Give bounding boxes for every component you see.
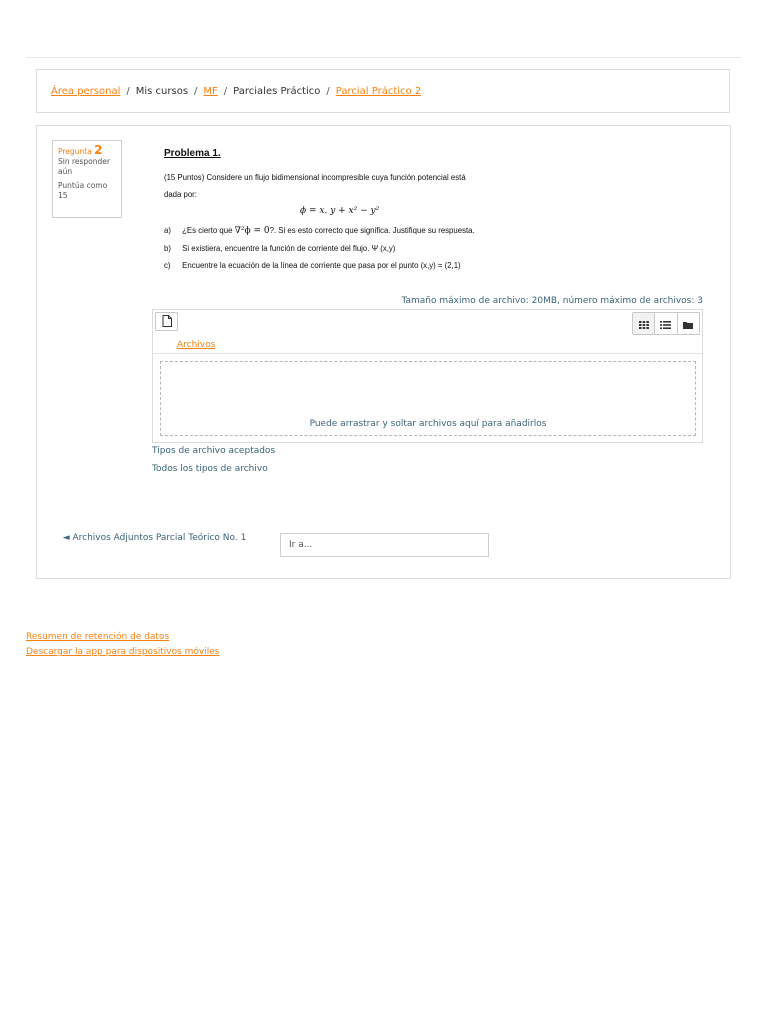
breadcrumb-my-courses: Mis cursos xyxy=(135,85,189,97)
mobile-app-link[interactable]: Descargar la app para dispositivos móviles xyxy=(26,647,220,657)
file-add-icon xyxy=(162,312,172,331)
previous-activity-link[interactable]: ◄ Archivos Adjuntos Parcial Teórico No. 1 xyxy=(62,533,247,543)
grid-view-button[interactable] xyxy=(633,313,655,334)
data-retention-link[interactable]: Resumen de retención de datos xyxy=(26,632,170,642)
problem-title: Problema 1. xyxy=(164,148,221,159)
breadcrumb-separator: / xyxy=(326,85,330,97)
breadcrumb-home-link[interactable]: Área personal xyxy=(51,85,121,97)
breadcrumb-separator: / xyxy=(194,85,198,97)
problem-item-a xyxy=(164,226,475,236)
file-limit-text: Tamaño máximo de archivo: 20MB, número máximo de archivos: 3 xyxy=(401,296,703,306)
question-number xyxy=(58,145,116,157)
breadcrumb-separator: / xyxy=(126,85,130,97)
question-status: Sin responder aún xyxy=(58,157,110,176)
problem-item-b xyxy=(164,244,395,253)
question-number-value: 2 xyxy=(94,143,103,157)
grid-view-icon xyxy=(639,314,649,333)
item-b-text: Si existiera, encuentre la función de corriente del flujo. Ψ (x,y) xyxy=(182,244,396,253)
top-divider xyxy=(26,57,741,58)
item-label: c) xyxy=(164,261,171,270)
filemanager-divider xyxy=(153,353,702,354)
item-label: a) xyxy=(164,226,171,235)
filemanager-folder-link[interactable]: Archivos xyxy=(177,340,216,350)
problem-item-c xyxy=(164,261,461,270)
accepted-types-value: Todos los tipos de archivo xyxy=(152,464,268,474)
list-view-button[interactable] xyxy=(655,313,677,334)
accepted-types-label: Tipos de archivo aceptados xyxy=(152,446,276,456)
item-label: b) xyxy=(164,244,171,253)
breadcrumb-section: Parciales Práctico xyxy=(233,85,321,97)
question-mark: Puntúa como 15 xyxy=(58,181,108,200)
folder-view-button[interactable] xyxy=(678,313,699,334)
question-label: Pregunta xyxy=(58,147,92,156)
item-c-text: Encuentre la ecuación de la línea de corriente que pasa por el punto (x,y) = (2,1) xyxy=(182,261,461,270)
item-a-math: ∇²ϕ = 0 xyxy=(234,226,270,236)
list-view-icon xyxy=(660,314,671,333)
problem-line-1: (15 Puntos) Considere un flujo bidimensional incompresible cuya función potencial está xyxy=(164,173,466,182)
add-file-button[interactable] xyxy=(155,312,178,331)
problem-statement xyxy=(164,148,564,270)
jump-to-select[interactable]: Ir a... xyxy=(280,533,489,557)
breadcrumb-course-link[interactable]: MF xyxy=(203,85,218,97)
breadcrumb-activity-link[interactable]: Parcial Práctico 2 xyxy=(335,85,422,97)
question-info-panel xyxy=(52,140,122,218)
view-switcher xyxy=(632,312,700,335)
problem-line-2: dada por: xyxy=(164,190,197,199)
folder-view-icon xyxy=(683,314,693,333)
dropzone-text: Puede arrastrar y soltar archivos aquí para añadirlos xyxy=(309,419,547,429)
breadcrumb-separator: / xyxy=(223,85,228,97)
item-a-after: ?. Si es esto correcto que significa. Justifique su respuesta. xyxy=(269,226,475,235)
item-a-before: ¿Es cierto que xyxy=(182,226,233,235)
problem-equation: ϕ = x. y + x² − y² xyxy=(300,206,380,216)
breadcrumb xyxy=(36,69,730,113)
file-dropzone[interactable] xyxy=(160,361,696,436)
